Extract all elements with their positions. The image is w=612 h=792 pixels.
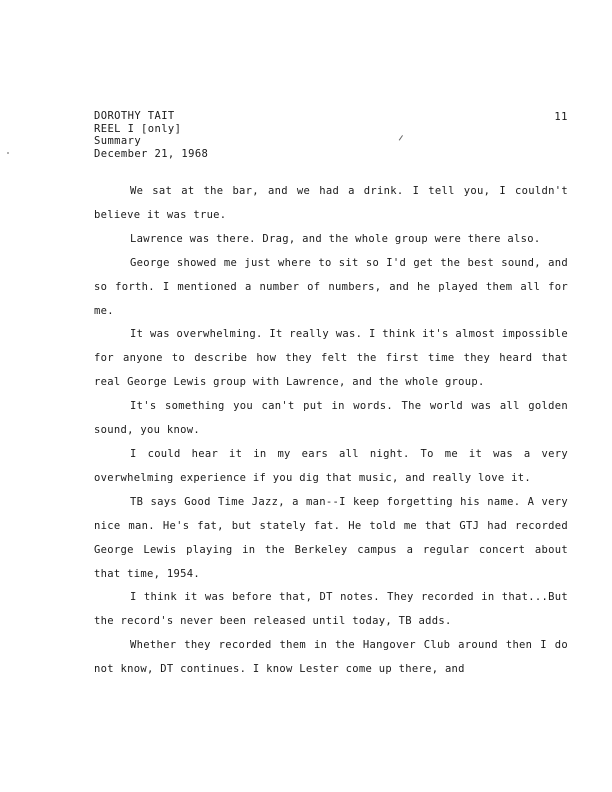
paragraph: I could hear it in my ears all night. To me it was a very overwhelming experience if you dig that music, and really love it. xyxy=(94,447,568,484)
paragraph: It was overwhelming. It really was. I think it's almost impossible for anyone to describe how they felt the first time they heard that real George Lewis group with Lawrence, and the whole group. xyxy=(94,328,568,389)
paragraph: I think it was before that, DT notes. They recorded in that...But the record's never been released until today, TB adds. xyxy=(94,591,568,628)
interviewee-name: DOROTHY TAIT xyxy=(94,110,175,122)
paragraph: We sat at the bar, and we had a drink. I tell you, I couldn't believe it was true. xyxy=(94,185,568,221)
paragraph: Whether they recorded them in the Hangover Club around then I do not know, DT continues. I know Lester come up there, and xyxy=(94,639,568,676)
paragraph: Lawrence was there. Drag, and the whole group were there also. xyxy=(130,232,541,245)
reel-label: REEL I [only] xyxy=(94,122,182,135)
scan-speck xyxy=(7,152,9,154)
page-number: 11 xyxy=(554,111,568,123)
document-header xyxy=(94,110,208,160)
paragraph: George showed me just where to sit so I'd get the best sound, and so forth. I mentioned a number of numbers, and he played them all for me. xyxy=(94,256,568,317)
document-type: Summary xyxy=(94,135,142,147)
paragraph: TB says Good Time Jazz, a man--I keep forgetting his name. A very nice man. He's fat, but stately fat. He told me that GTJ had recorded George Lewis playing in the Berkeley campus a regular concert about that time, 1954. xyxy=(94,495,568,580)
paragraph: It's something you can't put in words. The world was all golden sound, you know. xyxy=(94,400,568,437)
interview-date: December 21, 1968 xyxy=(94,147,209,160)
transcript-body xyxy=(94,180,568,682)
stray-pen-mark xyxy=(399,135,407,143)
